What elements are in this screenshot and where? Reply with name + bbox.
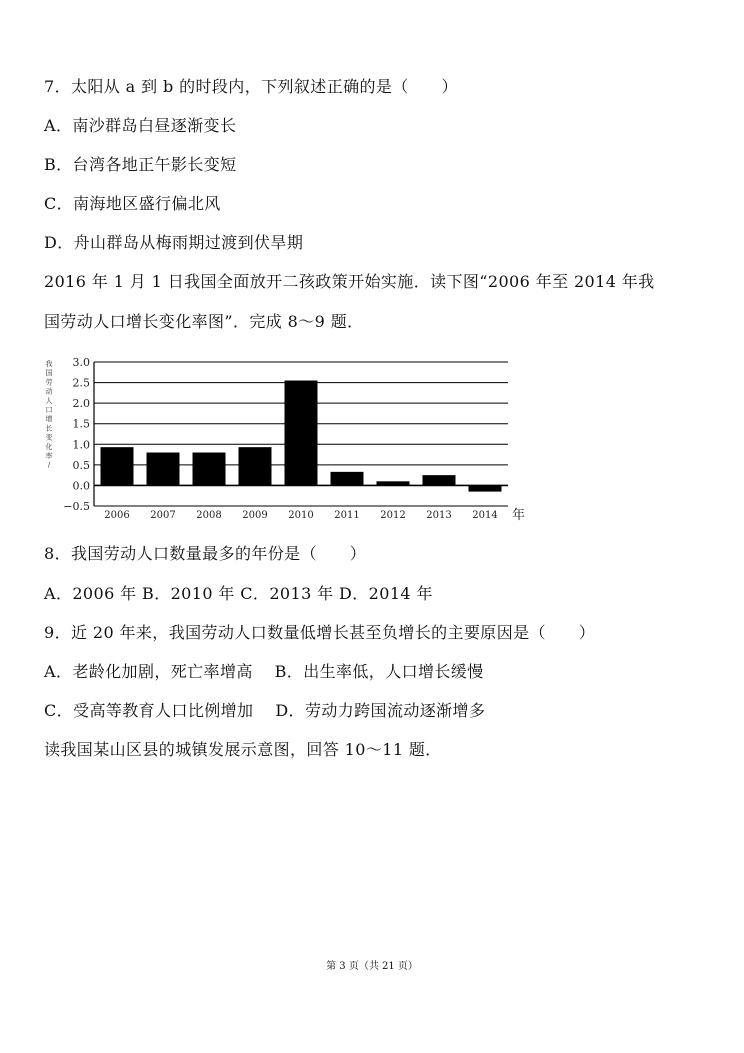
- bar-2013: [423, 475, 456, 485]
- y-tick-label: 1.5: [72, 417, 90, 431]
- x-tick-label: 2010: [288, 510, 314, 521]
- y-tick-label: 3.0: [72, 356, 90, 369]
- question-9-stem: 9．近 20 年来，我国劳动人口数量低增长甚至负增长的主要原因是（ ）: [44, 623, 596, 642]
- question-7-option-d: D．舟山群岛从梅雨期过渡到伏旱期: [44, 233, 304, 252]
- intro-line-1: 2016 年 1 月 1 日我国全面放开二孩政策开始实施．读下图“2006 年至 2014 年我: [44, 272, 655, 291]
- bar-2008: [193, 453, 226, 486]
- question-7-option-b: B．台湾各地正午影长变短: [44, 155, 237, 174]
- y-tick-label: 2.0: [72, 397, 90, 411]
- question-7-stem: 7．太阳从 a 到 b 的时段内，下列叙述正确的是（ ）: [44, 77, 458, 96]
- question-8-stem: 8．我国劳动人口数量最多的年份是（ ）: [44, 544, 367, 563]
- question-9-options-row-1: A．老龄化加剧，死亡率增高 B．出生率低，人口增长缓慢: [44, 662, 484, 681]
- intro-line-2: 国劳动人口增长变化率图”．完成 8～9 题．: [44, 312, 364, 331]
- question-8-options: A．2006 年 B．2010 年 C．2013 年 D．2014 年: [44, 584, 433, 603]
- y-tick-label: 1.0: [72, 438, 90, 452]
- y-tick-label: 0.5: [72, 458, 90, 472]
- outro-text: 读我国某山区县的城镇发展示意图，回答 10～11 题．: [44, 740, 442, 759]
- bar-2010: [285, 381, 318, 486]
- x-tick-label: 2008: [196, 510, 222, 521]
- question-9-options-row-2: C．受高等教育人口比例增加 D．劳动力跨国流动逐渐增多: [44, 701, 486, 720]
- x-tick-label: 2014: [472, 510, 498, 521]
- bar-2014: [469, 485, 502, 491]
- bar-2009: [239, 447, 272, 485]
- x-tick-label: 2007: [150, 510, 176, 521]
- y-tick-label: 2.5: [72, 376, 90, 390]
- x-tick-label: 2012: [380, 510, 406, 521]
- x-tick-label: 2009: [242, 510, 268, 521]
- x-axis-label: 年: [512, 508, 526, 523]
- y-tick-label: −0.5: [63, 500, 90, 513]
- y-axis-label: 我国劳动人口增长变化率/: [45, 360, 53, 470]
- labor-growth-bar-chart: [44, 352, 534, 527]
- question-7-option-c: C．南海地区盛行偏北风: [44, 194, 221, 213]
- x-tick-label: 2013: [426, 510, 452, 521]
- bar-2007: [147, 453, 180, 486]
- question-7-option-a: A．南沙群岛白昼逐渐变长: [44, 116, 237, 135]
- y-tick-label: 0.0: [72, 479, 90, 493]
- x-tick-label: 2011: [334, 510, 360, 521]
- page-footer: 第 3 页（共 21 页）: [326, 961, 418, 972]
- x-tick-label: 2006: [104, 510, 130, 521]
- bar-2006: [101, 447, 134, 485]
- bar-2012: [377, 481, 410, 485]
- bar-2011: [331, 472, 364, 486]
